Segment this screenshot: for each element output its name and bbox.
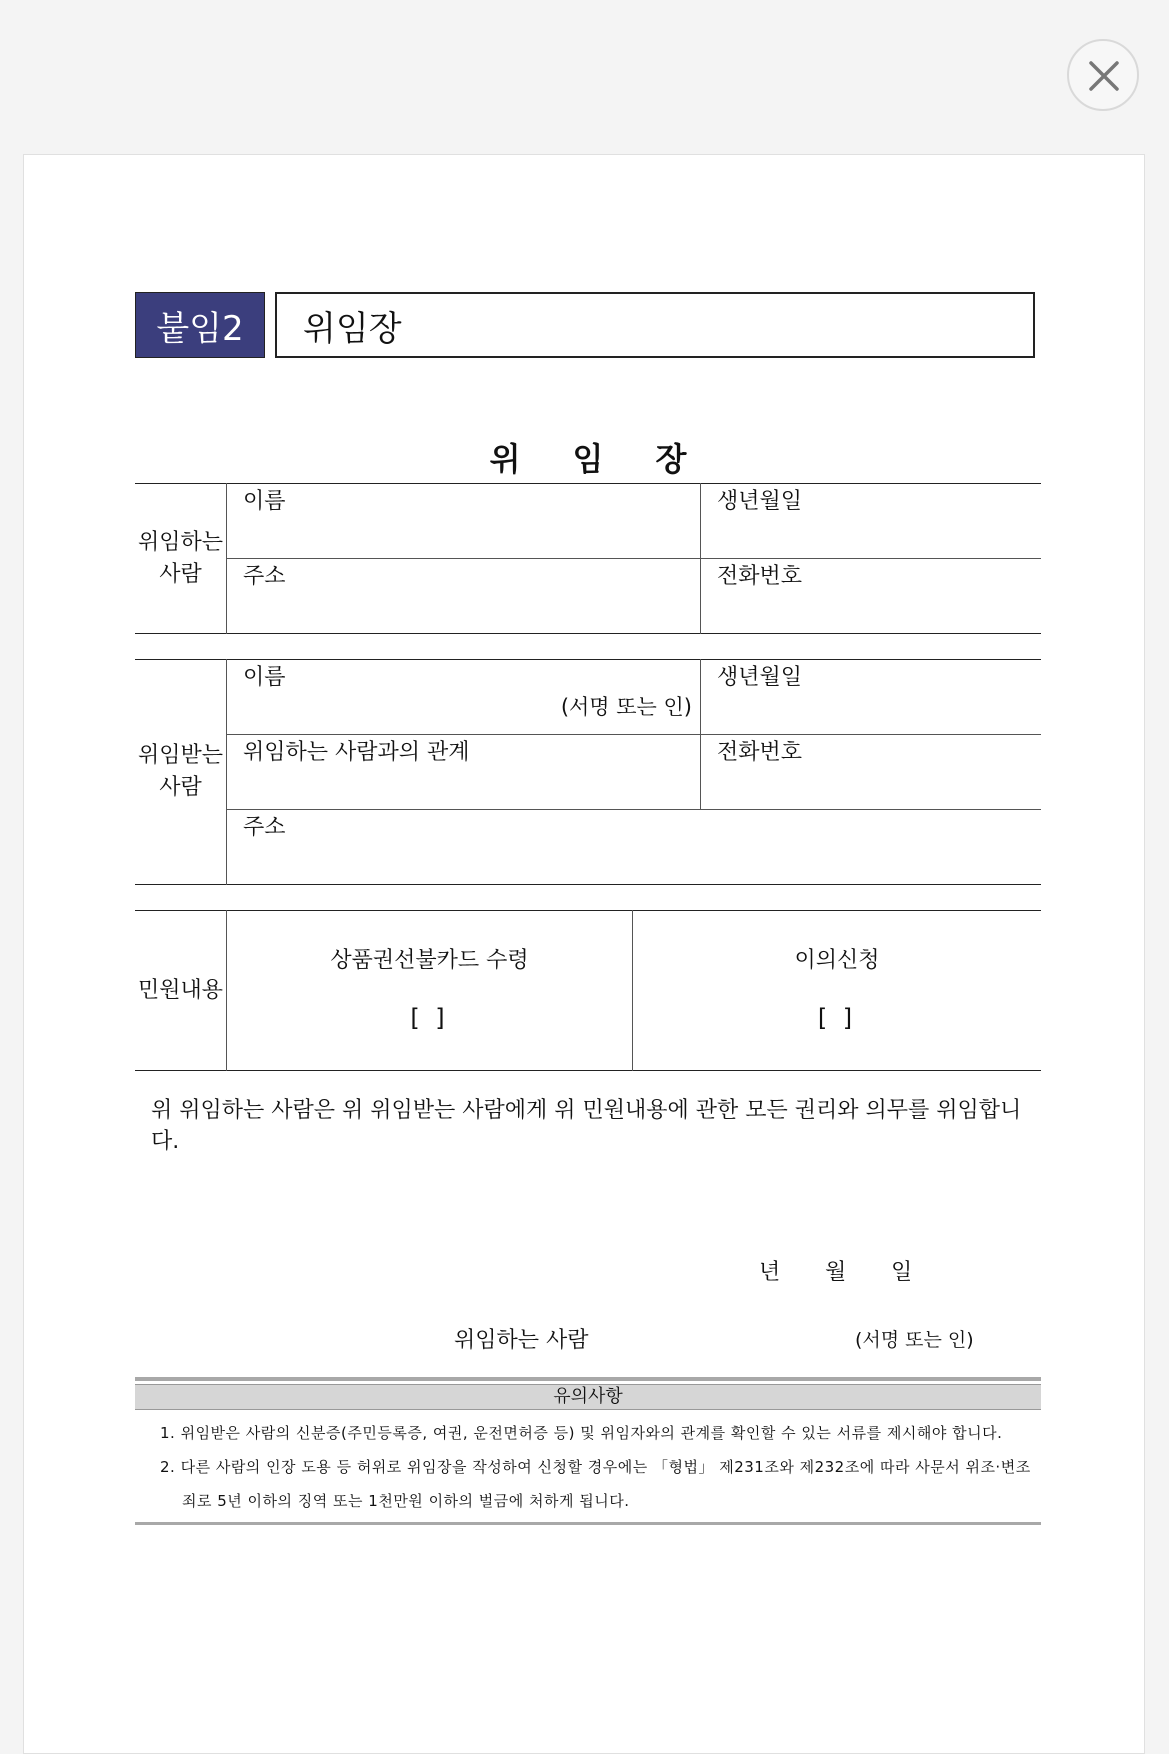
delegate-phone-label: 전화번호 bbox=[717, 740, 803, 765]
notice-item-2-cont: 죄로 5년 이하의 징역 또는 1천만원 이하의 벌금에 처하게 됩니다. bbox=[182, 1492, 630, 1510]
delegator-birth-label: 생년월일 bbox=[717, 489, 803, 514]
date-year: 년 bbox=[759, 1260, 781, 1285]
signer-sign-hint: (서명 또는 인) bbox=[855, 1329, 974, 1351]
petition-option-objection[interactable] bbox=[633, 911, 1042, 1071]
delegate-address-field[interactable] bbox=[227, 810, 1042, 885]
attachment-title: 위임장 bbox=[275, 292, 1035, 358]
delegate-label-text: 위임받는 사람 bbox=[137, 743, 223, 800]
form-title: 위임장 bbox=[489, 440, 739, 478]
notice-bottom-border bbox=[135, 1522, 1041, 1525]
delegate-name-field[interactable] bbox=[227, 660, 701, 735]
delegate-relation-field[interactable] bbox=[227, 735, 701, 810]
date-day: 일 bbox=[891, 1260, 913, 1285]
signer-label: 위임하는 사람 bbox=[454, 1328, 589, 1353]
date-month: 월 bbox=[825, 1260, 847, 1285]
petition-label bbox=[135, 911, 227, 1071]
delegator-name-label: 이름 bbox=[243, 489, 286, 514]
notice-top-border bbox=[135, 1377, 1041, 1381]
delegator-phone-label: 전화번호 bbox=[717, 564, 803, 589]
petition-option-voucher-checkbox[interactable]: [ ] bbox=[410, 1004, 449, 1032]
delegator-name-field[interactable] bbox=[227, 484, 701, 559]
section-gap bbox=[135, 634, 1041, 659]
delegate-section bbox=[135, 659, 1041, 885]
petition-option-voucher-label: 상품권선불카드 수령 bbox=[330, 948, 529, 973]
delegate-name-label: 이름 bbox=[243, 665, 286, 690]
close-icon bbox=[1089, 61, 1119, 91]
notice-title: 유의사항 bbox=[135, 1384, 1041, 1410]
close-button[interactable] bbox=[1067, 39, 1139, 111]
delegator-phone-field[interactable] bbox=[701, 559, 1042, 634]
delegate-relation-label: 위임하는 사람과의 관계 bbox=[243, 740, 470, 765]
delegate-address-label: 주소 bbox=[243, 815, 286, 840]
delegator-birth-field[interactable] bbox=[701, 484, 1042, 559]
document-page bbox=[23, 154, 1145, 1754]
petition-option-objection-label: 이의신청 bbox=[794, 948, 880, 973]
delegator-label bbox=[135, 484, 227, 634]
date-line bbox=[135, 1255, 1041, 1295]
attachment-header bbox=[135, 292, 1041, 358]
attachment-tag: 붙임2 bbox=[135, 292, 265, 358]
delegate-birth-label: 생년월일 bbox=[717, 665, 803, 690]
delegator-address-field[interactable] bbox=[227, 559, 701, 634]
delegation-statement: 위 위임하는 사람은 위 위임받는 사람에게 위 민원내용에 관한 모든 권리와 의무를 위임합니다. bbox=[151, 1098, 1022, 1154]
delegate-sign-hint: (서명 또는 인) bbox=[560, 695, 692, 719]
notice-item-1: 1. 위임받은 사람의 신분증(주민등록증, 여권, 운전면허증 등) 및 위임자와의 관계를 확인할 수 있는 서류를 제시해야 합니다. bbox=[160, 1424, 1003, 1442]
petition-option-voucher[interactable] bbox=[227, 911, 633, 1071]
section-gap bbox=[135, 885, 1041, 910]
petition-option-objection-checkbox[interactable]: [ ] bbox=[817, 1004, 857, 1032]
petition-section bbox=[135, 910, 1041, 1071]
notice-body bbox=[135, 1410, 1041, 1522]
delegate-phone-field[interactable] bbox=[701, 735, 1042, 810]
power-of-attorney-form bbox=[135, 292, 1041, 1525]
delegate-birth-field[interactable] bbox=[701, 660, 1042, 735]
signer-line bbox=[135, 1323, 1041, 1363]
petition-label-text: 민원내용 bbox=[137, 977, 223, 1003]
delegator-section bbox=[135, 483, 1041, 634]
delegator-label-text: 위임하는 사람 bbox=[137, 529, 223, 587]
delegator-address-label: 주소 bbox=[243, 564, 286, 589]
delegate-label bbox=[135, 660, 227, 885]
notice-item-2: 2. 다른 사람의 인장 도용 등 허위로 위임장을 작성하여 신청할 경우에는 「형법」 제231조와 제232조에 따라 사문서 위조·변조 bbox=[160, 1458, 1031, 1476]
